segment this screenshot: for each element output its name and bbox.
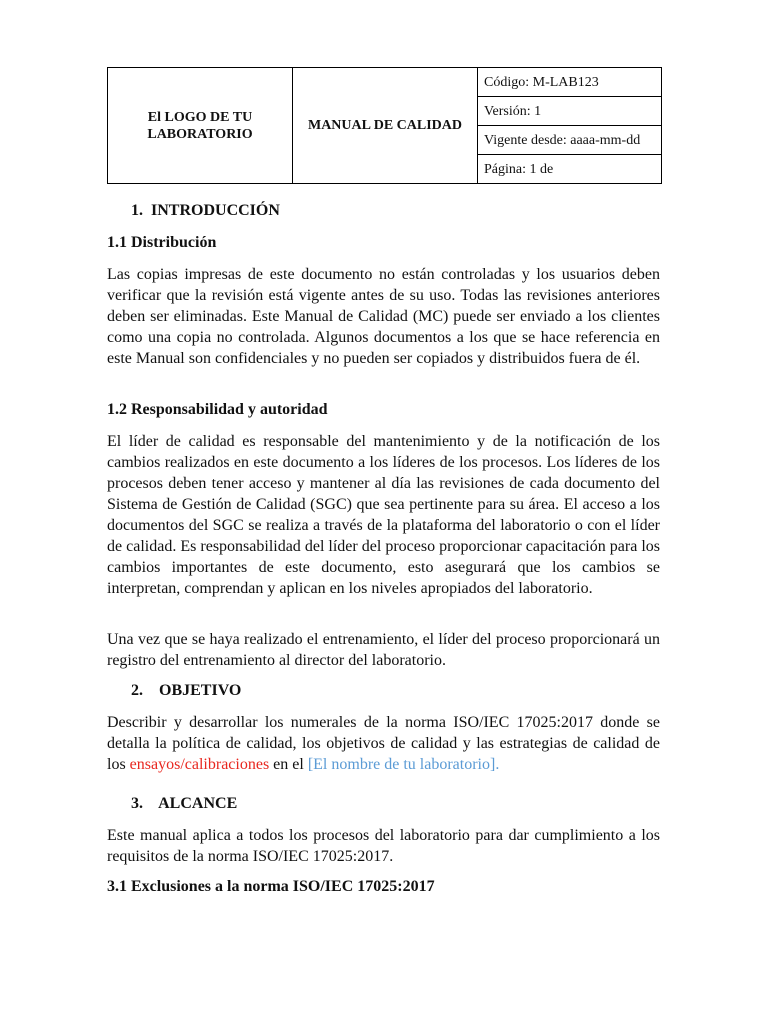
manual-title: MANUAL DE CALIDAD [293, 68, 478, 184]
document-code: Código: M-LAB123 [478, 68, 662, 97]
heading-distribucion: 1.1 Distribución [107, 234, 217, 251]
logo-placeholder [108, 68, 293, 184]
heading-introduccion: 1. INTRODUCCIÓN [131, 202, 280, 219]
paragraph-distribucion: Las copias impresas de este documento no están controladas y los usuarios deben verificar que la revisión está vigente antes de su uso. Todas las revisiones anteriores deben ser eliminadas. Este Manual de Calidad (MC) puede ser enviado a los clientes como una copia no controlada. Algunos documentos a los que se hace referencia en este Manual son confidenciales y no pueden ser copiados y distribuidos fuera de él. [107, 266, 660, 367]
paragraph-objetivo: Describir y desarrollar los numerales de la norma ISO/IEC 17025:2017 donde se detalla la política de calidad, los objetivos de calidad y las estrategias de calidad de los ensayos/calibraciones en el [El nombre de tu laboratorio]. [107, 714, 660, 773]
page-number: Página: 1 de [478, 155, 662, 184]
highlight-ensayos: ensayos/calibraciones [129, 756, 270, 773]
paragraph-responsabilidad: El líder de calidad es responsable del mantenimiento y de la notificación de los cambios realizados en este documento a los líderes de los procesos. Los líderes de los procesos deben tener acceso y mantener al día las revisiones de cada documento del Sistema de Gestión de Calidad (SGC) que sea pertinente para su área. El acceso a los documentos del SGC se realiza a través de la plataforma del laboratorio o con el líder de calidad. Es responsabilidad del líder del proceso proporcionar capacitación para los cambios importantes de este documento, esto asegurará que los cambios se interpretan, comprendan y aplican en los niveles apropiados del laboratorio. [107, 433, 660, 597]
highlight-lab-name: [El nombre de tu laboratorio]. [307, 756, 500, 773]
document-header-table [107, 67, 662, 184]
paragraph-alcance: Este manual aplica a todos los procesos del laboratorio para dar cumplimiento a los requisitos de la norma ISO/IEC 17025:2017. [107, 827, 660, 865]
logo-line-1: El LOGO DE TU [147, 109, 253, 125]
heading-alcance: 3. ALCANCE [131, 795, 238, 812]
heading-exclusiones: 3.1 Exclusiones a la norma ISO/IEC 17025:2017 [107, 878, 435, 895]
heading-objetivo: 2. OBJETIVO [131, 682, 242, 699]
paragraph-entrenamiento: Una vez que se haya realizado el entrenamiento, el líder del proceso proporcionará un registro del entrenamiento al director del laboratorio. [107, 631, 660, 669]
logo-line-2: LABORATORIO [147, 126, 253, 142]
document-version: Versión: 1 [478, 97, 662, 126]
heading-responsabilidad: 1.2 Responsabilidad y autoridad [107, 401, 328, 418]
valid-from: Vigente desde: aaaa-mm-dd [478, 126, 662, 155]
